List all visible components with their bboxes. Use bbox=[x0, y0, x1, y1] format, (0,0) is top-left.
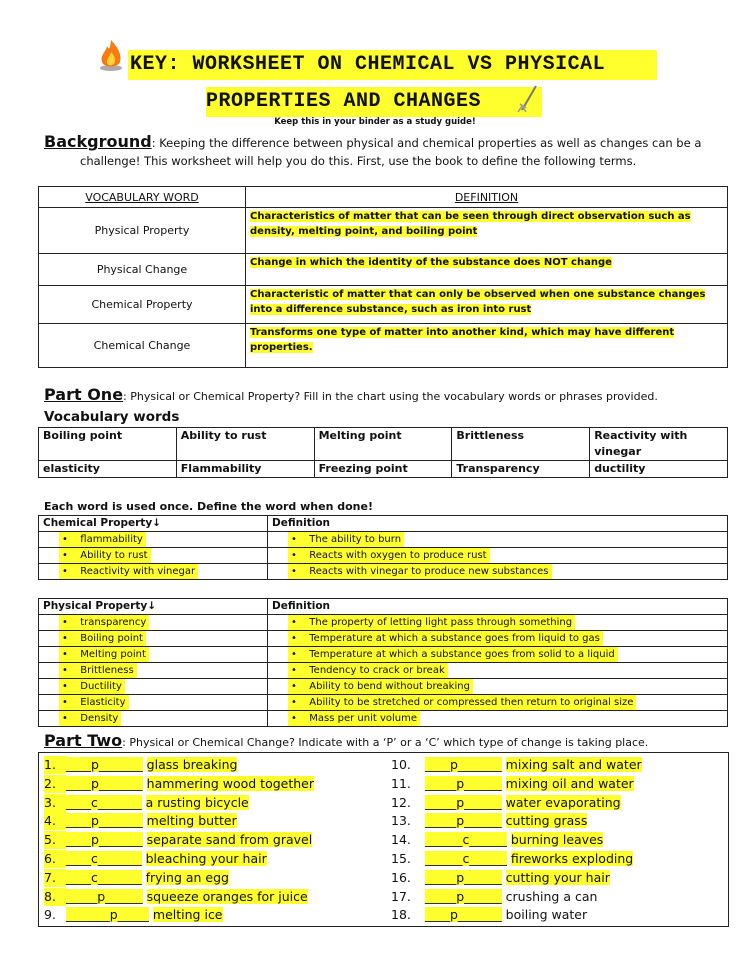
answer-blank[interactable]: _______p_____ bbox=[66, 907, 149, 923]
background-paragraph bbox=[44, 132, 701, 151]
change-item bbox=[391, 812, 587, 830]
vocab-cell: Melting point bbox=[314, 428, 452, 461]
part-one-intro bbox=[44, 385, 658, 404]
item-number: 11. bbox=[391, 775, 411, 791]
table-row bbox=[39, 564, 728, 580]
background-line-1: Keeping the difference between physical and chemical properties as well as changes can be a bbox=[159, 136, 702, 150]
change-item bbox=[391, 869, 610, 887]
part-one-instructions: : Physical or Chemical Property? Fill in the chart using the vocabulary words or phrases provided. bbox=[123, 390, 658, 403]
physical-property-table bbox=[38, 598, 728, 727]
vocab-cell: Boiling point bbox=[39, 428, 177, 461]
item-number: 10. bbox=[391, 757, 411, 772]
definition-text: Mass per unit volume bbox=[309, 713, 418, 724]
background-heading: Background bbox=[44, 132, 152, 151]
change-item bbox=[391, 888, 597, 906]
answer-blank[interactable]: ____p_______ bbox=[66, 757, 143, 772]
item-number: 5. bbox=[44, 831, 66, 849]
item-number: 4. bbox=[44, 812, 66, 830]
property-header: Chemical Property↓ bbox=[39, 516, 268, 532]
item-text: squeeze oranges for juice bbox=[146, 888, 308, 904]
definition-cell bbox=[268, 615, 728, 631]
table-row bbox=[39, 615, 728, 631]
header-vocab: VOCABULARY WORD bbox=[39, 187, 246, 208]
definition: • Reacts with vinegar to produce new substances bbox=[288, 564, 552, 579]
term-text: Ability to rust bbox=[80, 550, 148, 561]
definition: • Temperature at which a substance goes from solid to a liquid bbox=[288, 647, 618, 662]
term-text: transparency bbox=[80, 617, 147, 628]
vocab-row bbox=[39, 428, 728, 461]
change-item bbox=[391, 906, 587, 924]
answer-blank[interactable]: ______c______ bbox=[425, 851, 507, 866]
change-item bbox=[44, 831, 312, 849]
vocab-heading: Vocabulary words bbox=[44, 409, 180, 425]
answer-blank[interactable]: _____p______ bbox=[425, 794, 502, 810]
term: • Boiling point bbox=[59, 631, 146, 646]
term-text: Ductility bbox=[80, 681, 122, 692]
answer-blank[interactable]: ____c_______ bbox=[66, 869, 142, 885]
definition: • Ability to bend without breaking bbox=[288, 679, 473, 694]
item-number: 7. bbox=[44, 869, 66, 887]
change-item bbox=[391, 775, 634, 793]
change-item bbox=[391, 850, 633, 868]
definition-cell bbox=[268, 647, 728, 663]
answer-blank[interactable]: ____p_______ bbox=[425, 907, 502, 923]
table-row bbox=[39, 647, 728, 663]
table-row bbox=[39, 532, 728, 548]
definition-text: Ability to bend without breaking bbox=[309, 681, 470, 692]
item-text: fireworks exploding bbox=[510, 851, 634, 866]
answer-blank[interactable]: _____p______ bbox=[425, 869, 502, 885]
answer-blank[interactable]: ____p_______ bbox=[66, 775, 143, 791]
term-text: Melting point bbox=[80, 649, 146, 660]
definition-text: Temperature at which a substance goes from solid to a liquid bbox=[309, 649, 615, 660]
definitions-table bbox=[38, 186, 728, 368]
title-line-2: PROPERTIES AND CHANGES bbox=[206, 87, 542, 117]
table-row bbox=[39, 679, 728, 695]
answer-blank[interactable]: _____p______ bbox=[425, 775, 502, 791]
vocab-cell: Brittleness bbox=[452, 428, 590, 461]
definition: • Temperature at which a substance goes from liquid to gas bbox=[288, 631, 603, 646]
definition-cell bbox=[268, 663, 728, 679]
change-item bbox=[391, 794, 621, 812]
definition: • The ability to burn bbox=[288, 532, 404, 547]
subtitle: Keep this in your binder as a study guide! bbox=[274, 117, 476, 127]
term-text: Brittleness bbox=[80, 665, 134, 676]
term: • Ductility bbox=[59, 679, 125, 694]
item-number: 16. bbox=[391, 869, 411, 885]
answer-blank[interactable]: _____p______ bbox=[425, 888, 502, 904]
term-cell bbox=[39, 615, 268, 631]
magic-wand-icon bbox=[516, 84, 540, 116]
vocab-word: Chemical Property bbox=[39, 286, 246, 324]
definition-row bbox=[39, 208, 728, 254]
item-text: burning leaves bbox=[510, 832, 604, 848]
term-cell bbox=[39, 679, 268, 695]
definition-cell bbox=[268, 532, 728, 548]
item-number: 6. bbox=[44, 850, 66, 868]
definition-cell bbox=[268, 631, 728, 647]
table-row bbox=[39, 711, 728, 727]
table-row bbox=[39, 663, 728, 679]
term: • Density bbox=[59, 711, 121, 726]
answer-blank[interactable]: ____p_______ bbox=[425, 757, 502, 772]
part-two-instructions: : Physical or Chemical Change? Indicate with a ‘P’ or a ‘C’ which type of change is taking place. bbox=[122, 736, 649, 749]
vocab-word: Chemical Change bbox=[39, 324, 246, 368]
vocab-cell: Freezing point bbox=[314, 461, 452, 478]
item-text: glass breaking bbox=[146, 757, 238, 772]
item-text: water evaporating bbox=[505, 794, 621, 810]
item-number: 17. bbox=[391, 888, 411, 904]
item-text: cutting grass bbox=[505, 813, 588, 829]
term-text: Density bbox=[80, 713, 119, 724]
vocab-cell: Ability to rust bbox=[176, 428, 314, 461]
term: • flammability bbox=[59, 532, 146, 547]
definition-text: Characteristic of matter that can only be observed when one substance changes into a difference substance, such as iron into rust bbox=[250, 289, 706, 315]
change-item bbox=[44, 906, 223, 924]
term: • Reactivity with vinegar bbox=[59, 564, 198, 579]
term-cell bbox=[39, 631, 268, 647]
title-line-1: KEY: WORKSHEET ON CHEMICAL VS PHYSICAL bbox=[128, 50, 657, 80]
answer-blank[interactable]: _____p______ bbox=[425, 813, 502, 829]
change-item bbox=[44, 812, 237, 830]
item-text: melting butter bbox=[146, 813, 237, 829]
definition-row bbox=[39, 254, 728, 286]
definition: • Mass per unit volume bbox=[288, 711, 420, 726]
table-row bbox=[39, 631, 728, 647]
item-number: 15. bbox=[391, 851, 411, 866]
item-number: 8. bbox=[44, 888, 66, 906]
term: • Elasticity bbox=[59, 695, 129, 710]
term-cell bbox=[39, 711, 268, 727]
definition-text: Ability to be stretched or compressed then return to original size bbox=[309, 697, 634, 708]
vocab-cell: Transparency bbox=[452, 461, 590, 478]
item-number: 18. bbox=[391, 907, 411, 923]
definition-cell bbox=[268, 679, 728, 695]
definition-text: Temperature at which a substance goes from liquid to gas bbox=[309, 633, 600, 644]
background-line-2: challenge! This worksheet will help you do this. First, use the book to define the following terms. bbox=[80, 154, 637, 168]
item-text: crushing a can bbox=[505, 888, 598, 904]
definition-text: Reacts with vinegar to produce new substances bbox=[309, 566, 549, 577]
change-item bbox=[44, 869, 229, 887]
definition: • The property of letting light pass through something bbox=[288, 615, 575, 630]
item-number: 2. bbox=[44, 775, 66, 793]
vocab-cell: Reactivity with vinegar bbox=[590, 428, 728, 461]
definition-cell bbox=[246, 286, 728, 324]
definition-header: Definition bbox=[268, 599, 728, 615]
term: • Brittleness bbox=[59, 663, 137, 678]
vocab-row bbox=[39, 461, 728, 478]
definition-text: The property of letting light pass through something bbox=[309, 617, 573, 628]
vocab-word: Physical Property bbox=[39, 208, 246, 254]
answer-blank[interactable]: _____p______ bbox=[66, 888, 143, 904]
term-text: Boiling point bbox=[80, 633, 143, 644]
term-cell bbox=[39, 564, 268, 580]
term-text: Elasticity bbox=[80, 697, 126, 708]
item-text: melting ice bbox=[152, 907, 223, 923]
vocab-word: Physical Change bbox=[39, 254, 246, 286]
vocab-cell: Flammability bbox=[176, 461, 314, 478]
term-text: Reactivity with vinegar bbox=[80, 566, 196, 577]
definition: • Ability to be stretched or compressed then return to original size bbox=[288, 695, 636, 710]
table-row bbox=[39, 695, 728, 711]
definition-cell bbox=[268, 695, 728, 711]
definition-header: Definition bbox=[268, 516, 728, 532]
vocab-table bbox=[38, 427, 728, 478]
chemical-property-table bbox=[38, 515, 728, 580]
answer-blank[interactable]: ____p_______ bbox=[66, 813, 143, 829]
definition-text: Tendency to crack or break bbox=[309, 665, 445, 676]
definition-cell bbox=[246, 324, 728, 368]
term-text: flammability bbox=[80, 534, 143, 545]
term-cell bbox=[39, 532, 268, 548]
instruction-note: Each word is used once. Define the word when done! bbox=[44, 500, 373, 513]
item-number: 3. bbox=[44, 794, 66, 812]
definition-cell bbox=[268, 548, 728, 564]
change-item bbox=[391, 756, 642, 774]
answer-blank[interactable]: ____c_______ bbox=[66, 794, 142, 810]
definition-text: Characteristics of matter that can be seen through direct observation such as density, melting point, and boiling point bbox=[250, 211, 691, 237]
item-number: 13. bbox=[391, 813, 411, 829]
change-item bbox=[44, 850, 267, 868]
term-cell bbox=[39, 663, 268, 679]
definition-cell bbox=[268, 564, 728, 580]
part-two-intro bbox=[44, 731, 648, 750]
term-cell bbox=[39, 647, 268, 663]
definition-cell bbox=[268, 711, 728, 727]
item-number: 1. bbox=[44, 756, 66, 774]
answer-blank[interactable]: ______c______ bbox=[425, 832, 507, 848]
definition-row bbox=[39, 324, 728, 368]
item-number: 9. bbox=[44, 907, 56, 923]
term: • Melting point bbox=[59, 647, 149, 662]
item-text: bleaching your hair bbox=[145, 851, 267, 866]
header-definition: DEFINITION bbox=[246, 187, 728, 208]
definition-text: Change in which the identity of the substance does NOT change bbox=[250, 257, 612, 268]
colon: : bbox=[151, 136, 156, 150]
term-cell bbox=[39, 695, 268, 711]
definition: • Reacts with oxygen to produce rust bbox=[288, 548, 490, 563]
definition: • Tendency to crack or break bbox=[288, 663, 448, 678]
definition-cell bbox=[246, 254, 728, 286]
item-number: 12. bbox=[391, 794, 411, 810]
item-text: separate sand from gravel bbox=[146, 832, 313, 848]
term-cell bbox=[39, 548, 268, 564]
table-header bbox=[39, 516, 728, 532]
item-number: 14. bbox=[391, 832, 411, 848]
term: • Ability to rust bbox=[59, 548, 151, 563]
property-header: Physical Property↓ bbox=[39, 599, 268, 615]
item-text: hammering wood together bbox=[146, 775, 314, 791]
item-text: a rusting bicycle bbox=[145, 794, 249, 810]
change-item bbox=[44, 775, 314, 793]
item-text: cutting your hair bbox=[505, 869, 610, 885]
vocab-cell: elasticity bbox=[39, 461, 177, 478]
table-header bbox=[39, 599, 728, 615]
item-text: mixing oil and water bbox=[505, 775, 634, 791]
change-item bbox=[44, 794, 249, 812]
term: • transparency bbox=[59, 615, 149, 630]
change-item bbox=[44, 756, 237, 774]
vocab-cell: ductility bbox=[590, 461, 728, 478]
table-row bbox=[39, 548, 728, 564]
item-text: mixing salt and water bbox=[505, 757, 642, 772]
item-text: boiling water bbox=[505, 907, 588, 923]
definition-text: Transforms one type of matter into another kind, which may have different properties. bbox=[250, 327, 675, 353]
definition-row bbox=[39, 286, 728, 324]
definition-text: Reacts with oxygen to produce rust bbox=[309, 550, 487, 561]
change-item bbox=[391, 831, 603, 849]
item-text: frying an egg bbox=[145, 869, 229, 885]
definition-cell bbox=[246, 208, 728, 254]
part-one-heading: Part One bbox=[44, 385, 124, 404]
definition-text: The ability to burn bbox=[309, 534, 402, 545]
flame-icon bbox=[98, 38, 124, 72]
change-item bbox=[44, 888, 308, 906]
part-two-heading: Part Two bbox=[44, 731, 123, 750]
part-two-answers bbox=[38, 752, 729, 927]
answer-blank[interactable]: ____c_______ bbox=[66, 851, 142, 866]
answer-blank[interactable]: ____p_______ bbox=[66, 832, 143, 848]
